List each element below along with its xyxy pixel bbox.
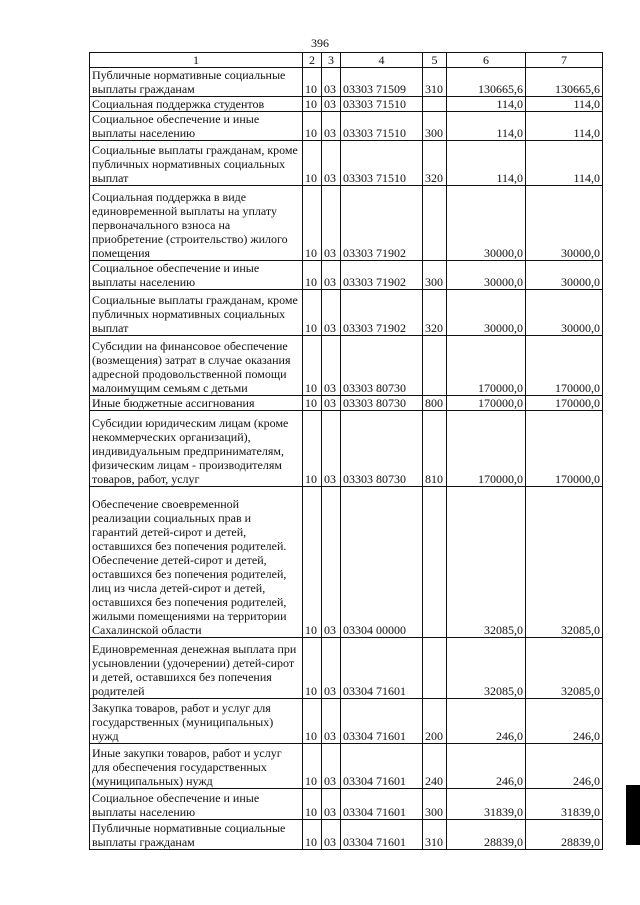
subsection-code: 03 — [322, 789, 341, 820]
amount-col6: 170000,0 — [447, 411, 526, 487]
section-code: 10 — [303, 487, 322, 638]
expense-type-code: 200 — [423, 699, 447, 744]
table-row — [90, 141, 603, 186]
target-article-code: 03303 71510 — [341, 97, 423, 112]
table-row — [90, 261, 603, 290]
amount-col6: 32085,0 — [447, 638, 526, 699]
expense-type-code: 810 — [423, 411, 447, 487]
subsection-code: 03 — [322, 638, 341, 699]
target-article-code: 03303 80730 — [341, 411, 423, 487]
amount-col7: 30000,0 — [526, 186, 603, 261]
row-name: Иные закупки товаров, работ и услуг для обеспечения государственных (муниципальных) нужд — [90, 744, 303, 789]
expense-type-code: 300 — [423, 261, 447, 290]
row-name: Социальная поддержка в виде единовременной выплаты на уплату первоначального взноса на приобретение (строительство) жилого помещения — [90, 186, 303, 261]
target-article-code: 03304 71601 — [341, 699, 423, 744]
target-article-code: 03303 71902 — [341, 186, 423, 261]
target-article-code: 03303 71902 — [341, 290, 423, 336]
amount-col6: 246,0 — [447, 744, 526, 789]
amount-col6: 30000,0 — [447, 261, 526, 290]
target-article-code: 03303 80730 — [341, 396, 423, 411]
amount-col7: 30000,0 — [526, 261, 603, 290]
amount-col7: 246,0 — [526, 699, 603, 744]
row-name: Иные бюджетные ассигнования — [90, 396, 303, 411]
section-code: 10 — [303, 112, 322, 141]
amount-col7: 170000,0 — [526, 411, 603, 487]
subsection-code: 03 — [322, 820, 341, 850]
table-row — [90, 744, 603, 789]
amount-col6: 31839,0 — [447, 789, 526, 820]
target-article-code: 03303 71510 — [341, 112, 423, 141]
amount-col6: 30000,0 — [447, 186, 526, 261]
amount-col6: 114,0 — [447, 112, 526, 141]
section-code: 10 — [303, 97, 322, 112]
expense-type-code: 310 — [423, 820, 447, 850]
row-name: Социальные выплаты гражданам, кроме публичных нормативных социальных выплат — [90, 141, 303, 186]
section-code: 10 — [303, 290, 322, 336]
budget-table — [89, 52, 603, 850]
expense-type-code: 300 — [423, 789, 447, 820]
section-code: 10 — [303, 141, 322, 186]
table-row — [90, 186, 603, 261]
amount-col6: 170000,0 — [447, 396, 526, 411]
target-article-code: 03304 71601 — [341, 789, 423, 820]
target-article-code: 03303 71510 — [341, 141, 423, 186]
row-name: Публичные нормативные социальные выплаты гражданам — [90, 68, 303, 97]
section-code: 10 — [303, 186, 322, 261]
amount-col7: 28839,0 — [526, 820, 603, 850]
amount-col6: 32085,0 — [447, 487, 526, 638]
amount-col6: 130665,6 — [447, 68, 526, 97]
section-code: 10 — [303, 396, 322, 411]
expense-type-code — [423, 186, 447, 261]
table-row — [90, 336, 603, 396]
row-name: Социальное обеспечение и иные выплаты населению — [90, 112, 303, 141]
scan-edge-mark — [626, 785, 640, 845]
table-row — [90, 699, 603, 744]
amount-col7: 114,0 — [526, 141, 603, 186]
table-row — [90, 411, 603, 487]
row-name: Социальное обеспечение и иные выплаты населению — [90, 261, 303, 290]
subsection-code: 03 — [322, 699, 341, 744]
section-code: 10 — [303, 699, 322, 744]
section-code: 10 — [303, 638, 322, 699]
expense-type-code — [423, 638, 447, 699]
expense-type-code: 320 — [423, 141, 447, 186]
section-code: 10 — [303, 68, 322, 97]
column-header: 1 — [90, 53, 303, 68]
section-code: 10 — [303, 789, 322, 820]
amount-col6: 114,0 — [447, 141, 526, 186]
amount-col7: 30000,0 — [526, 290, 603, 336]
amount-col6: 30000,0 — [447, 290, 526, 336]
row-name: Социальное обеспечение и иные выплаты населению — [90, 789, 303, 820]
subsection-code: 03 — [322, 97, 341, 112]
table-row — [90, 789, 603, 820]
amount-col6: 28839,0 — [447, 820, 526, 850]
amount-col7: 32085,0 — [526, 487, 603, 638]
subsection-code: 03 — [322, 290, 341, 336]
row-name: Субсидии юридическим лицам (кроме некоммерческих организаций), индивидуальным предпринимателям, физическим лицам - производителям товаров, работ, услуг — [90, 411, 303, 487]
subsection-code: 03 — [322, 744, 341, 789]
expense-type-code — [423, 97, 447, 112]
expense-type-code: 320 — [423, 290, 447, 336]
amount-col7: 114,0 — [526, 97, 603, 112]
subsection-code: 03 — [322, 396, 341, 411]
amount-col7: 170000,0 — [526, 336, 603, 396]
target-article-code: 03303 80730 — [341, 336, 423, 396]
target-article-code: 03304 71601 — [341, 744, 423, 789]
row-name: Закупка товаров, работ и услуг для государственных (муниципальных) нужд — [90, 699, 303, 744]
column-header: 7 — [526, 53, 603, 68]
amount-col7: 31839,0 — [526, 789, 603, 820]
row-name: Социальные выплаты гражданам, кроме публичных нормативных социальных выплат — [90, 290, 303, 336]
table-row — [90, 290, 603, 336]
column-header: 6 — [447, 53, 526, 68]
table-row — [90, 97, 603, 112]
table-row — [90, 820, 603, 850]
amount-col7: 246,0 — [526, 744, 603, 789]
subsection-code: 03 — [322, 68, 341, 97]
expense-type-code: 800 — [423, 396, 447, 411]
section-code: 10 — [303, 261, 322, 290]
row-name: Единовременная денежная выплата при усыновлении (удочерении) детей-сирот и детей, оставшихся без попечения родителей — [90, 638, 303, 699]
table-row — [90, 396, 603, 411]
row-name: Обеспечение своевременной реализации социальных прав и гарантий детей-сирот и детей, оставшихся без попечения родителей. Обеспечение детей-сирот и детей, оставшихся без попечения родителей, лиц из числа детей-сирот и детей, оставшихся без попечения родителей, жилыми помещениями на территории Сахалинской области — [90, 487, 303, 638]
section-code: 10 — [303, 820, 322, 850]
column-header: 5 — [423, 53, 447, 68]
amount-col6: 170000,0 — [447, 336, 526, 396]
table-row — [90, 68, 603, 97]
section-code: 10 — [303, 336, 322, 396]
amount-col6: 246,0 — [447, 699, 526, 744]
amount-col6: 114,0 — [447, 97, 526, 112]
subsection-code: 03 — [322, 261, 341, 290]
expense-type-code — [423, 487, 447, 638]
amount-col7: 114,0 — [526, 112, 603, 141]
amount-col7: 170000,0 — [526, 396, 603, 411]
section-code: 10 — [303, 744, 322, 789]
table-row — [90, 487, 603, 638]
column-header: 2 — [303, 53, 322, 68]
column-header: 4 — [341, 53, 423, 68]
amount-col7: 130665,6 — [526, 68, 603, 97]
row-name: Субсидии на финансовое обеспечение (возмещения) затрат в случае оказания адресной продовольственной помощи малоимущим семьям с детьми — [90, 336, 303, 396]
row-name: Публичные нормативные социальные выплаты гражданам — [90, 820, 303, 850]
row-name: Социальная поддержка студентов — [90, 97, 303, 112]
expense-type-code: 300 — [423, 112, 447, 141]
amount-col7: 32085,0 — [526, 638, 603, 699]
target-article-code: 03304 71601 — [341, 638, 423, 699]
subsection-code: 03 — [322, 186, 341, 261]
header-row — [90, 53, 603, 68]
section-code: 10 — [303, 411, 322, 487]
table-row — [90, 638, 603, 699]
column-header: 3 — [322, 53, 341, 68]
subsection-code: 03 — [322, 487, 341, 638]
expense-type-code: 310 — [423, 68, 447, 97]
expense-type-code: 240 — [423, 744, 447, 789]
subsection-code: 03 — [322, 411, 341, 487]
subsection-code: 03 — [322, 336, 341, 396]
target-article-code: 03303 71902 — [341, 261, 423, 290]
subsection-code: 03 — [322, 112, 341, 141]
target-article-code: 03304 00000 — [341, 487, 423, 638]
subsection-code: 03 — [322, 141, 341, 186]
table-row — [90, 112, 603, 141]
target-article-code: 03303 71509 — [341, 68, 423, 97]
page-number: 396 — [311, 36, 329, 50]
expense-type-code — [423, 336, 447, 396]
target-article-code: 03304 71601 — [341, 820, 423, 850]
